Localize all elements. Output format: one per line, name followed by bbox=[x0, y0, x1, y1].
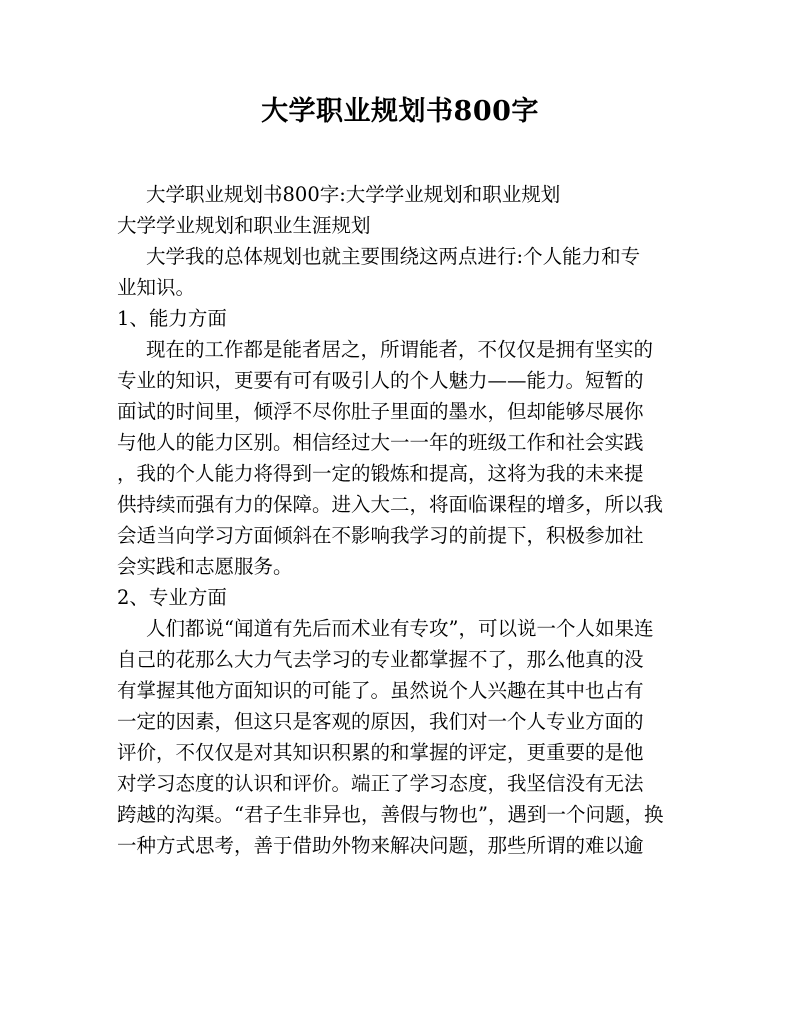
paragraph-line: 一定的因素，但这只是客观的原因，我们对一个人专业方面的 bbox=[117, 710, 644, 733]
document-title: 大学职业规划书800字 bbox=[261, 96, 539, 127]
subtitle-line: 大学学业规划和职业生涯规划 bbox=[117, 214, 371, 237]
paragraph-line: 现在的工作都是能者居之，所谓能者，不仅仅是拥有坚实的 bbox=[146, 338, 654, 361]
section-heading: 1、能力方面 bbox=[117, 307, 227, 330]
paragraph-line: 专业的知识，更要有可有吸引人的个人魅力——能力。短暂的 bbox=[117, 369, 644, 392]
paragraph-line: 有掌握其他方面知识的可能了。虽然说个人兴趣在其中也占有 bbox=[117, 679, 644, 702]
paragraph-line: 自己的花那么大力气去学习的专业都掌握不了，那么他真的没 bbox=[117, 648, 644, 671]
section-heading: 2、专业方面 bbox=[117, 586, 227, 609]
paragraph-line: 对学习态度的认识和评价。端正了学习态度，我坚信没有无法 bbox=[117, 772, 644, 795]
paragraph-line: 供持续而强有力的保障。进入大二，将面临课程的增多，所以我 bbox=[117, 493, 664, 516]
paragraph-line: 人们都说“闻道有先后而术业有专攻”，可以说一个人如果连 bbox=[146, 617, 654, 640]
paragraph-line: 跨越的沟渠。“君子生非异也，善假与物也”，遇到一个问题，换 bbox=[117, 803, 664, 826]
paragraph-line: 评价，不仅仅是对其知识积累的和掌握的评定，更重要的是他 bbox=[117, 741, 644, 764]
paragraph-line: 大学我的总体规划也就主要围绕这两点进行:个人能力和专 bbox=[146, 245, 641, 268]
paragraph-line: 业知识。 bbox=[117, 276, 196, 299]
paragraph-line: 会实践和志愿服务。 bbox=[117, 555, 293, 578]
document-body bbox=[117, 179, 687, 861]
paragraph-line: 面试的时间里，倾浮不尽你肚子里面的墨水，但却能够尽展你 bbox=[117, 400, 644, 423]
paragraph-line: ，我的个人能力将得到一定的锻炼和提高，这将为我的未来提 bbox=[117, 462, 644, 485]
paragraph-line: 会适当向学习方面倾斜在不影响我学习的前提下，积极参加社 bbox=[117, 524, 644, 547]
paragraph-line: 与他人的能力区别。相信经过大一一年的班级工作和社会实践 bbox=[117, 431, 644, 454]
paragraph-line: 一种方式思考，善于借助外物来解决问题，那些所谓的难以逾 bbox=[117, 834, 644, 857]
subtitle-line: 大学职业规划书800字:大学学业规划和职业规划 bbox=[146, 183, 561, 206]
